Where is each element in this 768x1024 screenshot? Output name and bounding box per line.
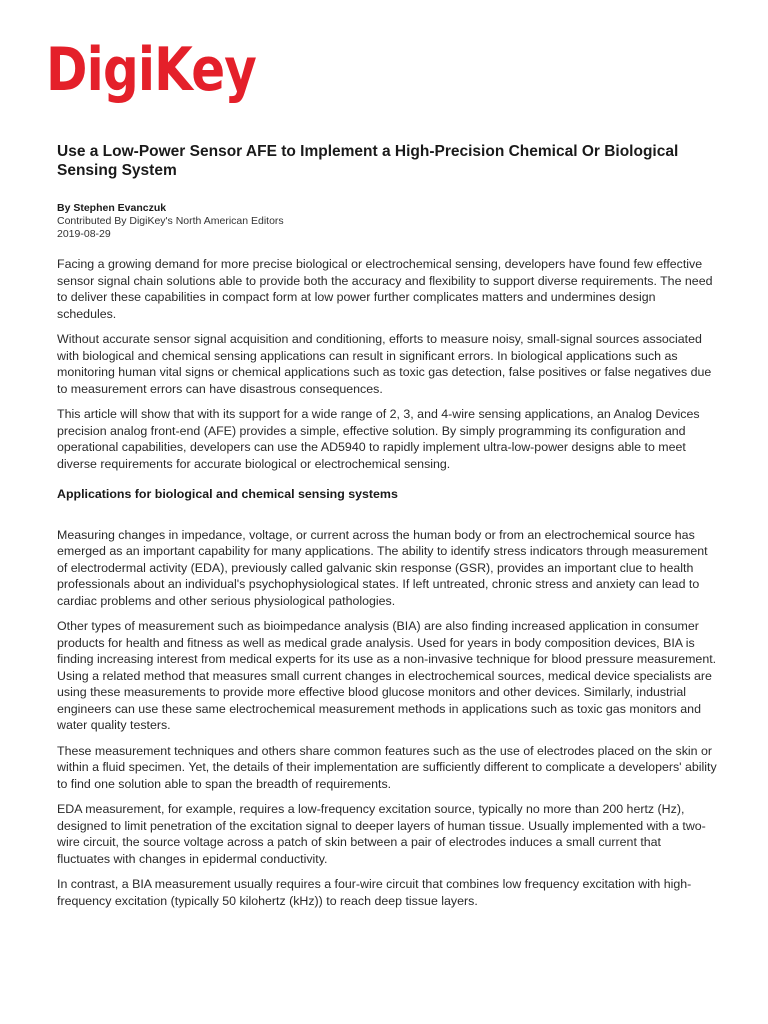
article-date: 2019-08-29 xyxy=(57,228,111,240)
digikey-logo xyxy=(46,34,258,105)
svg-text:DigiKey: DigiKey xyxy=(46,35,257,105)
article-content xyxy=(57,142,717,918)
paragraph: Facing a growing demand for more precise biological or electrochemical sensing, developers have found few effective sensor signal chain solutions able to provide both the accuracy and flexibility to support diverse requirements. The need to deliver these capabilities in compact form at low power further complicates matters and undermines design schedules. xyxy=(57,257,713,321)
article-title: Use a Low-Power Sensor AFE to Implement a High-Precision Chemical Or Biological Sensing System xyxy=(57,143,679,179)
section-heading: Applications for biological and chemical sensing systems xyxy=(57,487,398,501)
digikey-logo-image xyxy=(46,34,258,105)
paragraph: EDA measurement, for example, requires a low-frequency excitation source, typically no more than 200 hertz (Hz), designed to limit penetration of the excitation signal to deeper layers of human tissue. Usually implemented with a two-wire circuit, the source voltage across a patch of skin between a pair of electrodes induces a small current that fluctuates with changes in epidermal conductivity. xyxy=(57,802,706,866)
article-author: By Stephen Evanczuk xyxy=(57,202,167,214)
article-body xyxy=(57,256,717,909)
paragraph: In contrast, a BIA measurement usually requires a four-wire circuit that combines low frequency excitation with high-frequency excitation (typically 50 kilohertz (kHz)) to reach deep tissue layers. xyxy=(57,877,692,908)
section-spacer xyxy=(57,503,717,527)
paragraph: Without accurate sensor signal acquisition and conditioning, efforts to measure noisy, small-signal sources associated with biological and chemical sensing applications can result in significant errors. In biological applications such as monitoring human vital signs or chemical applications such as toxic gas detection, false positives or false negatives due to measurement errors can have disastrous consequences. xyxy=(57,332,712,396)
paragraph: These measurement techniques and others share common features such as the use of electrodes placed on the skin or within a fluid specimen. Yet, the details of their implementation are sufficiently different to complicate a developers' ability to find one solution able to span the breadth of requirements. xyxy=(57,743,717,791)
article-meta xyxy=(57,202,717,241)
paragraph: Other types of measurement such as bioimpedance analysis (BIA) are also finding increased application in consumer products for health and fitness as well as medical grade analysis. Used for years in body composition devices, BIA is finding increasing interest from medical experts for its use as a non-invasive technique for blood pressure measurement. Using a related method that measures small current changes in electrochemical sources, medical device specialists are using these measurements to provide more effective blood glucose monitors and other devices. Similarly, industrial engineers can use these same electrochemical measurement methods in applications such as toxic gas monitors and water quality testers. xyxy=(57,619,717,732)
paragraph: This article will show that with its support for a wide range of 2, 3, and 4-wire sensing applications, an Analog Devices precision analog front-end (AFE) provides a simple, effective solution. By simply programming its configuration and operational capabilities, developers can use the AD5940 to rapidly implement ultra-low-power designs able to meet diverse requirements for accurate biological or electrochemical sensing. xyxy=(57,407,700,471)
article-contributor: Contributed By DigiKey's North American Editors xyxy=(57,215,284,227)
paragraph: Measuring changes in impedance, voltage, or current across the human body or from an electrochemical source has emerged as an important capability for many applications. The ability to identify stress indicators through measurement of electrodermal activity (EDA), previously called galvanic skin response (GSR), provides an important clue to health professionals about an individual's psychophysiological states. If left untreated, chronic stress and anxiety can lead to cardiac problems and other serious physiological pathologies. xyxy=(57,527,708,608)
